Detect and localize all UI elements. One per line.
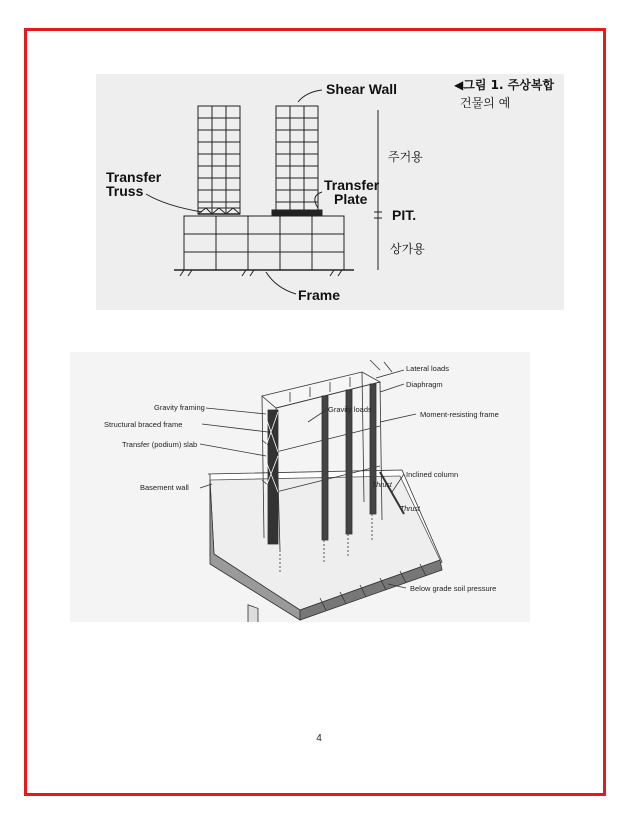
thrust-label-2: Thrust [400,506,420,513]
thrust-label-1: Thrust [372,482,392,489]
residential-label: 주거용 [388,150,423,164]
figure-2-drawing [70,352,530,622]
soil-pressure-label: Below grade soil pressure [410,584,497,593]
figure-2-load-path-diagram [70,352,530,622]
shear-wall-label: Shear Wall [326,81,398,97]
gravity-framing-label: Gravity framing [154,403,205,412]
figure-1-caption-line-2: 건물의 예 [460,96,511,110]
transfer-slab-label: Transfer (podium) slab [122,440,198,449]
transfer-truss-label-2: Truss [106,183,144,199]
braced-frame-label: Structural braced frame [104,420,183,429]
basement-wall-label: Basement wall [140,483,189,492]
transfer-plate-label-1: Transfer [324,177,380,193]
transfer-truss-label-1: Transfer [106,169,162,185]
commercial-label: 상가용 [390,242,425,256]
lateral-loads-label: Lateral loads [406,364,449,373]
transfer-plate-label-2: Plate [334,191,368,207]
moment-frame-label: Moment-resisting frame [420,410,499,419]
gravity-loads-label: Gravity loads [328,405,372,414]
figure-1-mixed-use-building [96,74,564,310]
pit-label: PIT. [392,207,417,223]
page-number: 4 [316,733,322,744]
inclined-column-label: Inclined column [406,470,459,479]
figure-1-caption-line-1: ◀그림 1. 주상복합 [454,78,555,92]
diaphragm-label: Diaphragm [406,380,443,389]
frame-label: Frame [298,287,341,303]
